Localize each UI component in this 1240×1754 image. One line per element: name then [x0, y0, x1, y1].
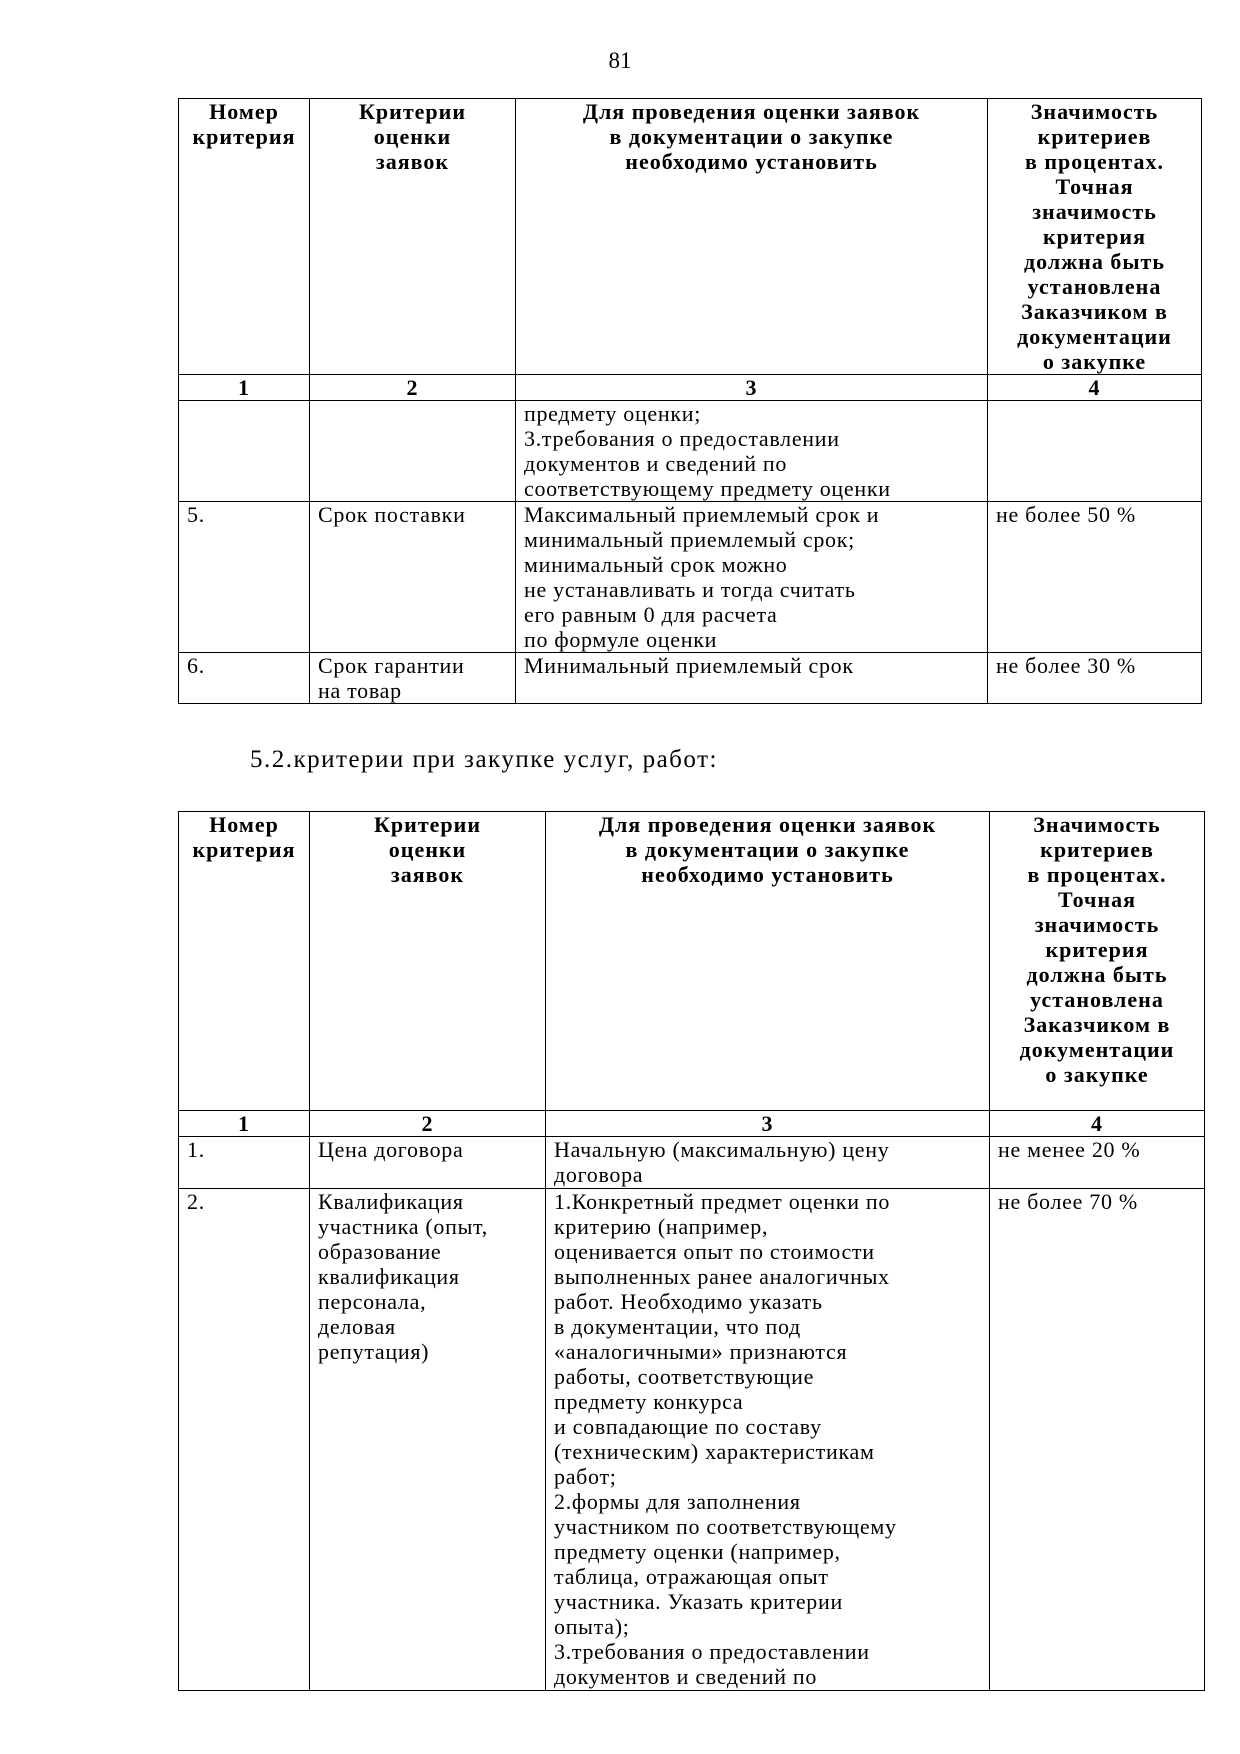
table-row: [179, 653, 1202, 704]
header-weight: Значимость критериев в процентах. Точная значимость критерия должна быть установлена Заказчиком в документации о закупке: [990, 812, 1205, 1111]
criteria-table-goods: [178, 98, 1202, 704]
criterion-name: [310, 401, 516, 502]
criterion-name: Квалификация участника (опыт, образование квалификация персонала, деловая репутация): [310, 1189, 546, 1691]
criterion-requirement: предмету оценки; 3.требования о предоставлении документов и сведений по соответствующему предмету оценки: [516, 401, 988, 502]
criterion-number: [179, 401, 310, 502]
criterion-weight: не более 70 %: [990, 1189, 1205, 1691]
table-row: [179, 502, 1202, 653]
table-row: [179, 401, 1202, 502]
criterion-name: Срок поставки: [310, 502, 516, 653]
column-number: 4: [990, 1111, 1205, 1137]
column-number: 4: [988, 375, 1202, 401]
header-criterion-name: Критерии оценки заявок: [310, 99, 516, 375]
criterion-weight: не менее 20 %: [990, 1137, 1205, 1189]
criterion-requirement: Минимальный приемлемый срок: [516, 653, 988, 704]
criterion-number: 2.: [179, 1189, 310, 1691]
header-requirements: Для проведения оценки заявок в документации о закупке необходимо установить: [546, 812, 990, 1111]
criterion-number: 1.: [179, 1137, 310, 1189]
criterion-number: 6.: [179, 653, 310, 704]
column-number: 2: [310, 1111, 546, 1137]
column-number: 2: [310, 375, 516, 401]
header-criterion-number: Номер критерия: [179, 99, 310, 375]
column-number: 1: [179, 375, 310, 401]
table-row: [179, 1189, 1205, 1691]
table-header-row: [179, 812, 1205, 1111]
criterion-requirement: Начальную (максимальную) цену договора: [546, 1137, 990, 1189]
criterion-weight: не более 30 %: [988, 653, 1202, 704]
header-criterion-number: Номер критерия: [179, 812, 310, 1111]
table-header-row: [179, 99, 1202, 375]
criterion-name: Цена договора: [310, 1137, 546, 1189]
criterion-requirement: 1.Конкретный предмет оценки по критерию (например, оценивается опыт по стоимости выполненных ранее аналогичных работ. Необходимо указать в документации, что под «аналогичными» признаются работы, соответствующие предмету конкурса и совпадающие по составу (техническим) характеристикам работ; 2.формы для заполнения участником по соответствующему предмету оценки (например, таблица, отражающая опыт участника. Указать критерии опыта); 3.требования о предоставлении документов и сведений по: [546, 1189, 990, 1691]
criterion-name: Срок гарантии на товар: [310, 653, 516, 704]
page-number: 81: [608, 48, 632, 73]
column-number: 3: [546, 1111, 990, 1137]
column-number-row: [179, 1111, 1205, 1137]
header-requirements: Для проведения оценки заявок в документации о закупке необходимо установить: [516, 99, 988, 375]
column-number: 1: [179, 1111, 310, 1137]
column-number-row: [179, 375, 1202, 401]
criterion-number: 5.: [179, 502, 310, 653]
criterion-requirement: Максимальный приемлемый срок и минимальный приемлемый срок; минимальный срок можно не устанавливать и тогда считать его равным 0 для расчета по формуле оценки: [516, 502, 988, 653]
header-weight: Значимость критериев в процентах. Точная значимость критерия должна быть установлена Заказчиком в документации о закупке: [988, 99, 1202, 375]
header-criterion-name: Критерии оценки заявок: [310, 812, 546, 1111]
table-row: [179, 1137, 1205, 1189]
criteria-table-services: [178, 811, 1205, 1691]
column-number: 3: [516, 375, 988, 401]
section-title: 5.2.критерии при закупке услуг, работ:: [250, 746, 718, 773]
criterion-weight: не более 50 %: [988, 502, 1202, 653]
criterion-weight: [988, 401, 1202, 502]
